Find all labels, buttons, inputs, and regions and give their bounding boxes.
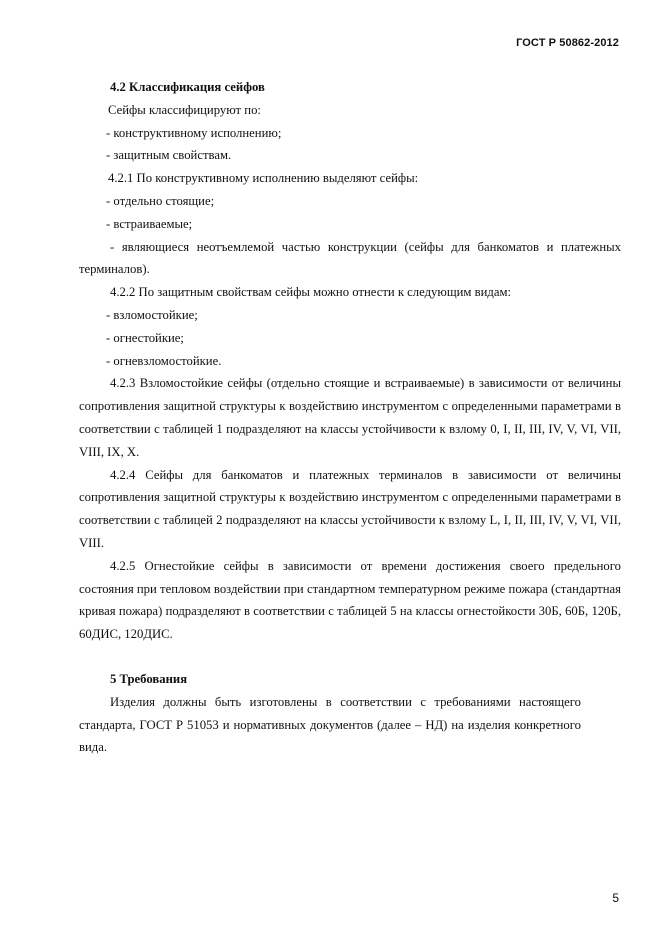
list-item: - являющиеся неотъемлемой частью конструкции (сейфы для банкоматов и платежных терминалов). — [79, 239, 621, 277]
document-body — [79, 76, 621, 759]
list-item: - встраиваемые; — [106, 216, 193, 231]
standard-header: ГОСТ Р 50862-2012 — [516, 37, 619, 49]
clause-4-2-5: 4.2.5 Огнестойкие сейфы в зависимости от времени достижения своего предельного состояния при тепловом воздействии при стандартном температурном режиме пожара (стандартная кривая пожара) подразделяют в соответствии с таблицей 5 на классы огнестойкости 30Б, 60Б, 120Б, 60ДИС, 120ДИС. — [79, 558, 621, 642]
section-5-text: Изделия должны быть изготовлены в соответствии с требованиями настоящего стандарта, ГОСТ Р 51053 и нормативных документов (далее – НД) на изделия конкретного вида. — [79, 694, 581, 755]
clause-4-2-1: 4.2.1 По конструктивному исполнению выделяют сейфы: — [108, 171, 419, 186]
clause-4-2-2: 4.2.2 По защитным свойствам сейфы можно отнести к следующим видам: — [110, 285, 512, 300]
clause-4-2-4: 4.2.4 Сейфы для банкоматов и платежных терминалов в зависимости от величины сопротивления защитной структуры к воздействию инструментом с определенными параметрами в соответствии с таблицей 2 подразделяют на классы устойчивости к взлому L, I, II, III, IV, V, VI, VII, VIII. — [79, 467, 621, 550]
list-item: - огневзломостойкие. — [106, 353, 222, 368]
clause-4-2-3: 4.2.3 Взломостойкие сейфы (отдельно стоящие и встраиваемые) в зависимости от величины сопротивления защитной структуры к воздействию инструментом с определенными параметрами в соответствии с таблицей 1 подразделяют на классы устойчивости к взлому 0, I, II, III, IV, V, VI, VII, VIII, IX, X. — [79, 376, 621, 459]
list-item: - огнестойкие; — [106, 330, 184, 345]
list-item: - отдельно стоящие; — [106, 193, 215, 208]
page-number: 5 — [612, 891, 619, 905]
list-item: - конструктивному исполнению; — [106, 125, 282, 140]
list-item: - взломостойкие; — [106, 307, 198, 322]
list-item: - защитным свойствам. — [106, 148, 232, 163]
section-gap — [79, 646, 621, 668]
section-4-2-heading: 4.2 Классификация сейфов — [110, 80, 265, 94]
section-4-2-intro: Сейфы классифицируют по: — [108, 102, 261, 117]
section-5-heading: 5 Требования — [110, 671, 188, 686]
